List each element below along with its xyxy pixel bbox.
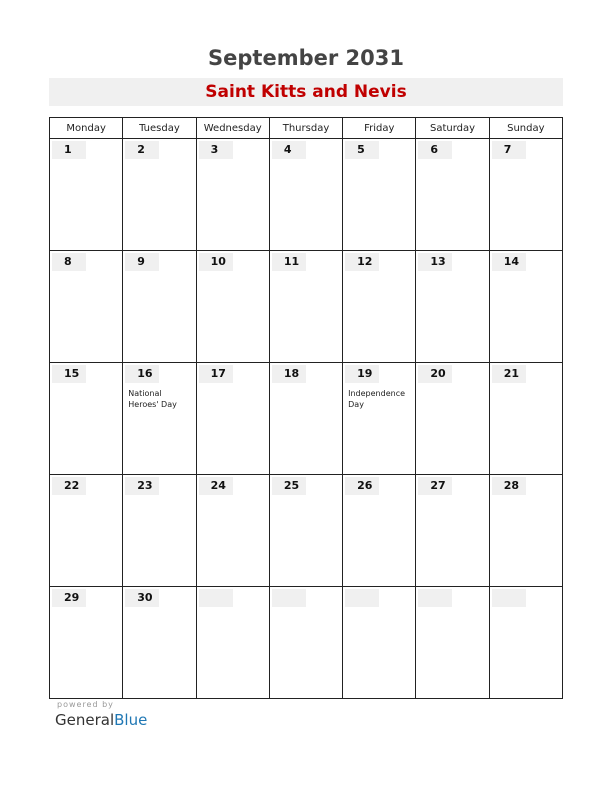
day-cell bbox=[269, 139, 342, 251]
day-cell bbox=[416, 475, 489, 587]
day-cell bbox=[196, 587, 269, 699]
day-number: 15 bbox=[52, 365, 86, 383]
brand-logo bbox=[55, 711, 147, 729]
holiday-label: Independence Day bbox=[348, 389, 406, 409]
day-cell bbox=[50, 139, 123, 251]
day-cell bbox=[416, 139, 489, 251]
day-number bbox=[418, 589, 452, 607]
day-number: 18 bbox=[272, 365, 306, 383]
day-cell bbox=[416, 587, 489, 699]
day-number: 13 bbox=[418, 253, 452, 271]
day-number: 11 bbox=[272, 253, 306, 271]
day-cell bbox=[489, 363, 562, 475]
day-number: 5 bbox=[345, 141, 379, 159]
day-cell bbox=[123, 251, 196, 363]
weekday-header: Tuesday bbox=[123, 118, 196, 139]
day-cell bbox=[269, 587, 342, 699]
day-cell bbox=[489, 587, 562, 699]
day-number: 23 bbox=[125, 477, 159, 495]
weekday-header: Wednesday bbox=[196, 118, 269, 139]
day-cell bbox=[489, 475, 562, 587]
weekday-header: Monday bbox=[50, 118, 123, 139]
day-cell bbox=[123, 587, 196, 699]
day-number: 27 bbox=[418, 477, 452, 495]
brand-blue: Blue bbox=[114, 711, 148, 729]
week-row bbox=[50, 587, 563, 699]
weekday-header: Thursday bbox=[269, 118, 342, 139]
day-number: 24 bbox=[199, 477, 233, 495]
day-cell bbox=[489, 139, 562, 251]
day-cell bbox=[50, 587, 123, 699]
day-number: 2 bbox=[125, 141, 159, 159]
day-number: 3 bbox=[199, 141, 233, 159]
day-number bbox=[492, 589, 526, 607]
day-cell bbox=[50, 251, 123, 363]
day-number: 29 bbox=[52, 589, 86, 607]
footer-branding bbox=[55, 700, 147, 729]
day-cell bbox=[489, 251, 562, 363]
holiday-label: National Heroes' Day bbox=[128, 389, 177, 409]
day-number: 21 bbox=[492, 365, 526, 383]
day-cell bbox=[269, 251, 342, 363]
day-number bbox=[345, 589, 379, 607]
day-number: 20 bbox=[418, 365, 452, 383]
day-cell bbox=[196, 475, 269, 587]
day-cell bbox=[269, 363, 342, 475]
day-cell bbox=[123, 363, 196, 475]
day-number: 9 bbox=[125, 253, 159, 271]
day-cell bbox=[269, 475, 342, 587]
week-row bbox=[50, 363, 563, 475]
day-number: 25 bbox=[272, 477, 306, 495]
day-number: 26 bbox=[345, 477, 379, 495]
day-cell bbox=[343, 251, 416, 363]
day-number: 16 bbox=[125, 365, 159, 383]
day-cell bbox=[196, 251, 269, 363]
day-number: 28 bbox=[492, 477, 526, 495]
day-cell bbox=[343, 587, 416, 699]
day-cell bbox=[196, 139, 269, 251]
calendar-grid bbox=[49, 117, 563, 699]
day-number: 14 bbox=[492, 253, 526, 271]
day-cell bbox=[343, 363, 416, 475]
powered-by-text: powered by bbox=[57, 700, 114, 709]
weekday-header: Sunday bbox=[489, 118, 562, 139]
day-number: 22 bbox=[52, 477, 86, 495]
day-number bbox=[272, 589, 306, 607]
day-cell bbox=[50, 475, 123, 587]
day-number: 1 bbox=[52, 141, 86, 159]
day-number: 8 bbox=[52, 253, 86, 271]
day-cell bbox=[343, 475, 416, 587]
day-number: 4 bbox=[272, 141, 306, 159]
day-number: 19 bbox=[345, 365, 379, 383]
week-row bbox=[50, 475, 563, 587]
weekday-header: Saturday bbox=[416, 118, 489, 139]
country-name: Saint Kitts and Nevis bbox=[49, 78, 563, 106]
week-row bbox=[50, 139, 563, 251]
day-cell bbox=[416, 363, 489, 475]
day-number: 6 bbox=[418, 141, 452, 159]
day-number: 12 bbox=[345, 253, 379, 271]
day-cell bbox=[196, 363, 269, 475]
day-cell bbox=[123, 475, 196, 587]
weekday-header: Friday bbox=[343, 118, 416, 139]
day-number: 7 bbox=[492, 141, 526, 159]
day-cell bbox=[123, 139, 196, 251]
day-number bbox=[199, 589, 233, 607]
calendar-title: September 2031 bbox=[208, 46, 404, 70]
day-cell bbox=[416, 251, 489, 363]
weekday-header-row bbox=[50, 118, 563, 139]
day-cell bbox=[50, 363, 123, 475]
brand-general: General bbox=[55, 711, 115, 729]
day-number: 30 bbox=[125, 589, 159, 607]
week-row bbox=[50, 251, 563, 363]
day-cell bbox=[343, 139, 416, 251]
day-number: 17 bbox=[199, 365, 233, 383]
day-number: 10 bbox=[199, 253, 233, 271]
